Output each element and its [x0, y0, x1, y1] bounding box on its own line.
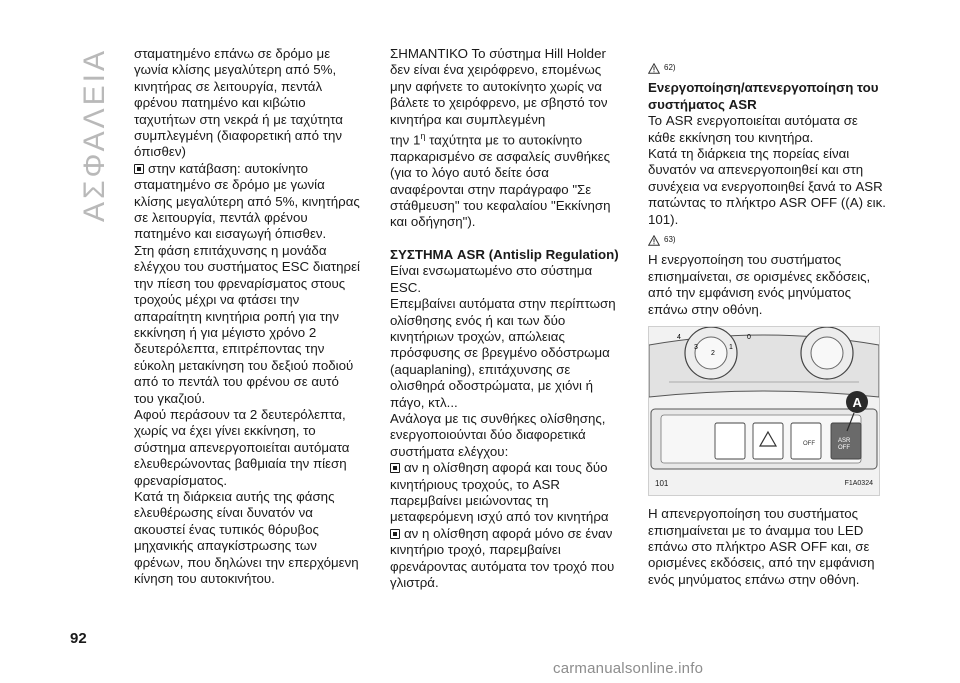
bullet-item: στην κατάβαση: αυτοκίνητο σταματημένο σε δρόμο με γωνία κλίσης μεγαλύτερη από 5%, κινητήρας σε λειτουργία, πεντάλ φρένου πατημένο και εισαγωγή όπισθεν.	[134, 160, 360, 242]
svg-text:OFF: OFF	[803, 441, 815, 448]
svg-text:4: 4	[677, 334, 681, 342]
paragraph: Η απενεργοποίηση του συστήματος επισημαίνεται με το άναμμα του LED επάνω στο πλήκτρο ASR OFF και, σε ορισμένες εκδόσεις, από την εμφάνιση ενός μηνύματος επάνω στην οθόνη.	[648, 506, 875, 587]
svg-text:0: 0	[747, 334, 751, 342]
svg-text:1: 1	[729, 344, 733, 352]
warning-reference: 62)	[648, 60, 888, 76]
paragraph: Στη φάση επιτάχυνσης η μονάδα ελέγχου του συστήματος ESC διατηρεί την πίεση του φρεναρίσματος στους τροχούς μέχρι να φτάσει την απαραίτητη κινητήρια ροπή για την εκκίνηση ή για μέγιστο χρόνο 2 δευτερόλεπτα, επιτρέποντας την εύκολη μετακίνηση του δεξιού ποδιού από το πεντάλ του φρένου σε αυτό του γκαζιού.	[134, 242, 360, 406]
paragraph: Η ενεργοποίηση του συστήματος επισημαίνεται, σε ορισμένες εκδόσεις, από την εμφάνιση ενός μηνύματος επάνω στην οθόνη.	[648, 252, 871, 317]
svg-text:OFF: OFF	[838, 445, 850, 452]
section-side-title	[60, 20, 130, 250]
paragraph: την $1^\eta$ ταχύτητα με το αυτοκίνητο παρκαρισμένο σε ασφαλείς συνθήκες (για το λόγο αυτό δείτε όσα αναφέρονται στην παράγραφο "Σε στάθμευση" του κεφαλαίου "Εκκίνηση και οδήγηση").	[390, 131, 611, 230]
watermark-text: carmanualsonline.info	[553, 660, 704, 677]
paragraph: Επεμβαίνει αυτόματα στην περίπτωση ολίσθησης ενός ή και των δύο κινητήριων τροχών, απώλειας πρόσφυσης σε βρεγμένο οδόστρωμα (aquaplaning), επιτάχυνσης σε ολισθηρά οδοστρώματα, με χιόνι ή πάγο, κτλ...	[390, 296, 616, 410]
text-column-2	[390, 46, 625, 591]
paragraph: ΣΗΜΑΝΤΙΚΟ Το σύστημα Hill Holder δεν είναι ένα χειρόφρενο, επομένως μην αφήνετε το αυτοκίνητο χωρίς να βάλετε το χειρόφρενο, με σβηστό τον κινητήρα και συμπλεγμένη	[390, 46, 608, 127]
text-column-1	[134, 46, 362, 587]
paragraph: Είναι ενσωματωμένο στο σύστημα ESC.	[390, 263, 593, 295]
svg-text:ASR: ASR	[838, 438, 851, 445]
paragraph: Κατά τη διάρκεια της πορείας είναι δυνατόν να απενεργοποιηθεί και στη συνέχεια να ενεργοποιηθεί ξανά το ASR πατώντας το πλήκτρο ASR OFF ((A) εικ. 101).	[648, 146, 886, 227]
paragraph: σταματημένο επάνω σε δρόμο με γωνία κλίσης μεγαλύτερη από 5%, κινητήρας σε λειτουργία, πεντάλ φρένου πατημένο και κιβώτιο ταχυτήτων στη νεκρά ή με ταχύτητα συμπλεγμένη (διαφορετική από την όπισθεν)	[134, 46, 343, 160]
paragraph: Αφού περάσουν τα 2 δευτερόλεπτα, χωρίς να έχει γίνει εκκίνηση, το σύστημα απενεργοποιείται αυτόματα ελευθερώνοντας βαθμιαία την πίεση φρεναρίσματος.	[134, 406, 350, 488]
svg-text:3: 3	[694, 344, 698, 352]
figure-code: F1A0324	[844, 479, 873, 487]
bullet-square-icon	[134, 164, 144, 174]
dashboard-figure	[648, 326, 880, 496]
text-column-3	[648, 58, 888, 588]
paragraph: Ανάλογα με τις συνθήκες ολίσθησης, ενεργοποιούνται δύο διαφορετικά συστήματα ελέγχου:	[390, 410, 606, 459]
bullet-item: αν η ολίσθηση αφορά μόνο σε έναν κινητήριο τροχό, παρεμβαίνει φρενάροντας αυτόματα τον τροχό που γλιστρά.	[390, 525, 615, 591]
section-title-text: ΑΣΦΑΛΕΙΑ	[78, 47, 111, 223]
bullet-square-icon	[390, 463, 400, 473]
warning-triangle-icon	[648, 63, 660, 74]
center-console-illustration	[649, 327, 879, 495]
figure-number: 101	[655, 478, 669, 488]
page-number: 92	[70, 630, 87, 647]
bullet-square-icon	[390, 529, 400, 539]
svg-text:2: 2	[711, 350, 715, 358]
paragraph: Το ASR ενεργοποιείται αυτόματα σε κάθε εκκίνηση του κινητήρα.	[648, 113, 858, 145]
paragraph: Κατά τη διάρκεια αυτής της φάσης ελευθέρωσης είναι δυνατόν να ακουστεί ένας τυπικός θόρυβος μηχανικής απαγκίστρωσης των φρένων, που δηλώνει την επερχόμενη κίνηση του αυτοκινήτου.	[134, 488, 359, 586]
section-heading: ΣΥΣΤΗΜΑ ASR (Antislip Regulation)	[390, 246, 619, 262]
callout-a-label: A	[852, 395, 862, 411]
bullet-item: αν η ολίσθηση αφορά και τους δύο κινητήριους τροχούς, το ASR παρεμβαίνει μειώνοντας τη μεταφερόμενη ισχύ από τον κινητήρα	[390, 460, 609, 525]
warning-reference: 63)	[648, 232, 888, 248]
section-heading: Ενεργοποίηση/απενεργοποίηση του συστήματος ASR	[648, 80, 879, 112]
warning-triangle-icon	[648, 235, 660, 246]
